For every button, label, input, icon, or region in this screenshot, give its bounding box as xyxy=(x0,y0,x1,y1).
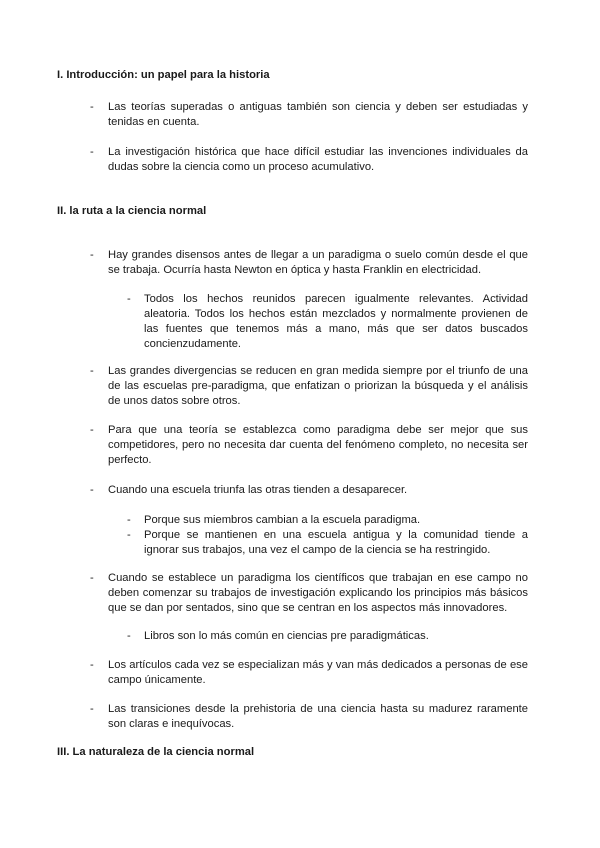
bullet-marker: - xyxy=(127,293,131,305)
bullet-marker: - xyxy=(90,703,94,715)
bullet-marker: - xyxy=(127,630,131,642)
bullet-marker: - xyxy=(90,484,94,496)
bullet-marker: - xyxy=(90,424,94,436)
bullet-text: Cuando una escuela triunfa las otras tienden a desaparecer. xyxy=(108,484,408,496)
bullet-marker: - xyxy=(90,365,94,377)
section-heading: I. Introducción: un papel para la historia xyxy=(57,69,270,81)
bullet-text: Libros son lo más común en ciencias pre paradigmáticas. xyxy=(144,630,429,642)
bullet-marker: - xyxy=(90,249,94,261)
bullet-text: Las transiciones desde la prehistoria de una ciencia hasta su madurez raramente son claras e inequívocas. xyxy=(108,703,528,730)
bullet-marker: - xyxy=(127,514,131,526)
bullet-text: Para que una teoría se establezca como paradigma debe ser mejor que sus competidores, pero no necesita dar cuenta del fenómeno completo, no necesita ser perfecto. xyxy=(108,424,528,466)
bullet-text: Todos los hechos reunidos parecen igualmente relevantes. Actividad aleatoria. Todos los hechos están mezclados y normalmente provienen de las fuentes que tenemos más a mano, más que ser datos buscados concienzudamente. xyxy=(144,293,528,350)
bullet-text: Los artículos cada vez se especializan más y van más dedicados a personas de ese campo únicamente. xyxy=(108,659,528,686)
bullet-text: Las grandes divergencias se reducen en gran medida siempre por el triunfo de una de las escuelas pre-paradigma, que enfatizan o priorizan la búsqueda y el análisis de unos datos sobre otros. xyxy=(108,365,528,407)
bullet-text: Porque se mantienen en una escuela antigua y la comunidad tiende a ignorar sus trabajos, una vez el campo de la ciencia se ha restringido. xyxy=(144,529,528,556)
bullet-text: Las teorías superadas o antiguas también son ciencia y deben ser estudiadas y tenidas en cuenta. xyxy=(108,101,528,128)
bullet-text: La investigación histórica que hace difícil estudiar las invenciones individuales da dudas sobre la ciencia como un proceso acumulativo. xyxy=(108,146,528,173)
bullet-marker: - xyxy=(90,659,94,671)
bullet-marker: - xyxy=(127,529,131,541)
section-heading: II. la ruta a la ciencia normal xyxy=(57,205,207,217)
bullet-marker: - xyxy=(90,572,94,584)
bullet-text: Porque sus miembros cambian a la escuela paradigma. xyxy=(144,514,421,526)
bullet-marker: - xyxy=(90,146,94,158)
section-heading: III. La naturaleza de la ciencia normal xyxy=(57,746,255,758)
bullet-text: Cuando se establece un paradigma los científicos que trabajan en ese campo no deben comenzar su trabajos de investigación explicando los principios más básicos que se dan por sentados, sino que se centran en los aspectos más innovadores. xyxy=(108,572,528,614)
bullet-text: Hay grandes disensos antes de llegar a un paradigma o suelo común desde el que se trabaja. Ocurría hasta Newton en óptica y hasta Franklin en electricidad. xyxy=(108,249,528,276)
bullet-marker: - xyxy=(90,101,94,113)
